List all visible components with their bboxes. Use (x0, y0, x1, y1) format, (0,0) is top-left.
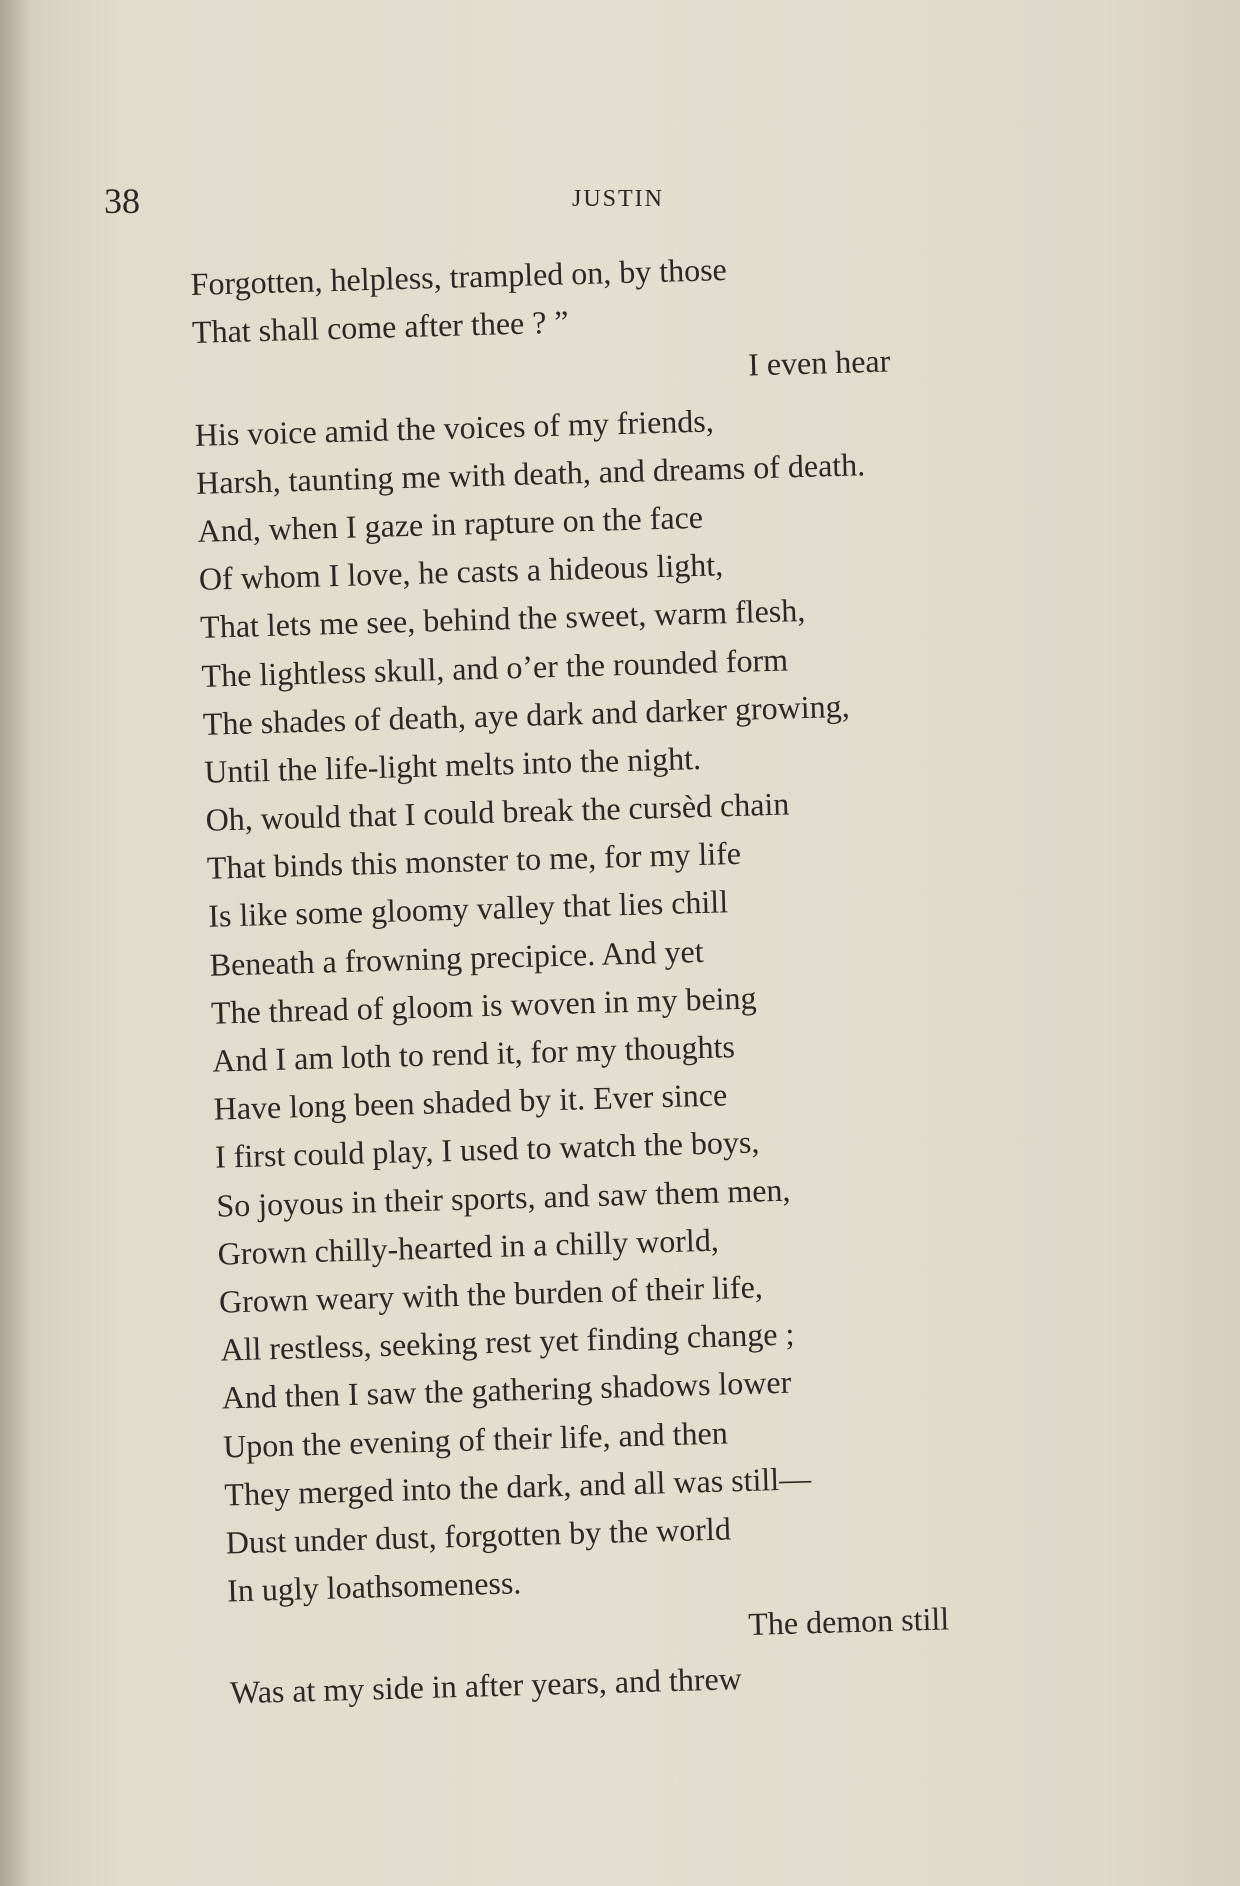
poem-line: Oh, would that I could break the cursèd chain (205, 785, 790, 838)
poem-line: Harsh, taunting me with death, and dreams of death. (195, 445, 866, 501)
poem-line: The lightless skull, and o’er the rounded form (201, 640, 789, 694)
poem-line: The demon still (747, 1600, 950, 1643)
poem-line: In ugly loathsomeness. (226, 1564, 522, 1609)
poem-line: So joyous in their sports, and saw them men, (215, 1171, 791, 1224)
poem-line: Grown weary with the burden of their life, (218, 1268, 764, 1320)
poem-line: And, when I gaze in rapture on the face (197, 498, 704, 549)
poem-line: Is like some gloomy valley that lies chill (207, 883, 729, 935)
poem-line: Dust under dust, forgotten by the world (225, 1510, 732, 1561)
poem-line: That lets me see, behind the sweet, warm flesh, (199, 592, 806, 646)
running-title: JUSTIN (572, 186, 665, 212)
poem-line: Have long been shaded by it. Ever since (213, 1076, 728, 1127)
poem-line: His voice amid the voices of my friends, (194, 402, 715, 453)
poem-line: Was at my side in after years, and threw (229, 1660, 743, 1711)
poem-line: Forgotten, helpless, trampled on, by those (190, 251, 728, 302)
poem-line: And then I saw the gathering shadows lower (221, 1363, 792, 1416)
page-number: 38 (104, 181, 140, 221)
poem-line: They merged into the dark, and all was still— (223, 1459, 812, 1513)
poem-line: That shall come after thee ? ” (191, 303, 570, 351)
running-head (0, 180, 1240, 220)
poem-line: All restless, seeking rest yet finding change ; (219, 1315, 795, 1368)
poem-line: The thread of gloom is woven in my being (210, 979, 757, 1031)
poem-text (190, 234, 1170, 1717)
poem-line: Of whom I love, he casts a hideous light, (198, 546, 724, 597)
poem-line: I first could play, I used to watch the boys, (214, 1123, 760, 1176)
poem-line: The shades of death, aye dark and darker growing, (202, 687, 851, 742)
poem-line: Until the life-light melts into the night. (203, 739, 702, 790)
poem-line: Upon the evening of their life, and then (222, 1413, 729, 1465)
poem-line: That binds this monster to me, for my life (206, 835, 742, 887)
poem-line: Beneath a frowning precipice. And yet (209, 932, 705, 983)
poem-line: Grown chilly-hearted in a chilly world, (217, 1221, 720, 1272)
poem-line: I even hear (747, 342, 891, 383)
page-gutter (0, 0, 30, 1886)
poem-line: And I am loth to rend it, for my thoughts (211, 1028, 736, 1079)
